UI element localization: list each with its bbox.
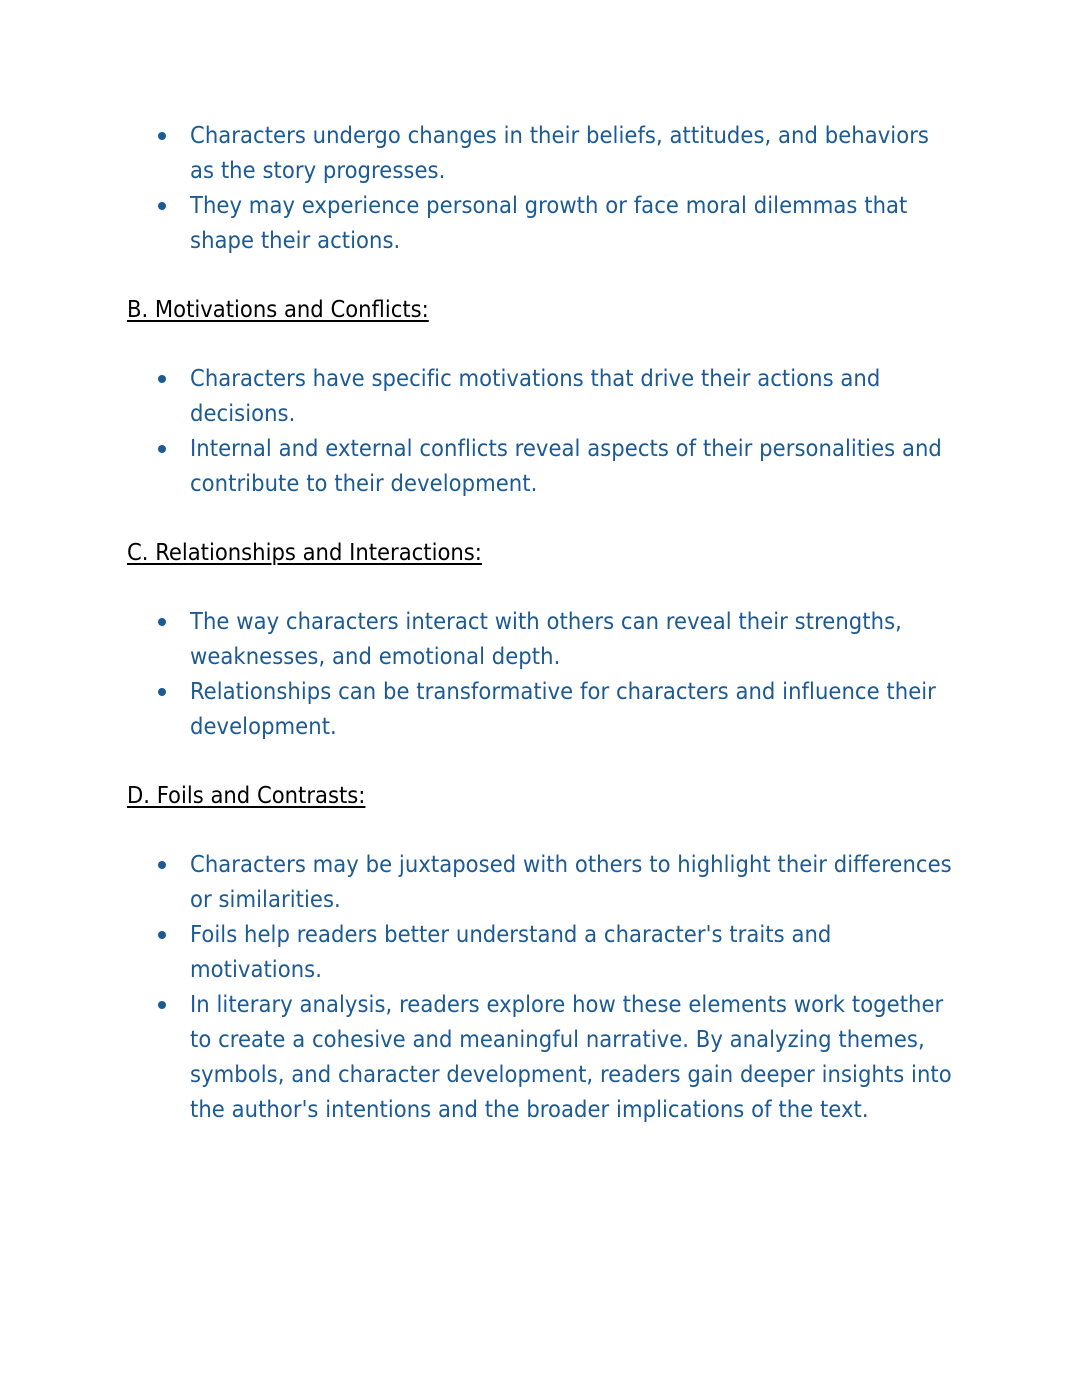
section-heading-c-text: C. Relationships and Interactions:	[127, 538, 482, 566]
spacer	[127, 327, 957, 361]
bullet-dot-icon	[158, 132, 166, 140]
list-item	[127, 118, 957, 188]
intro-bullet-list	[127, 118, 957, 258]
list-item-text: Characters may be juxtaposed with others to highlight their differences or similarities.	[190, 850, 952, 913]
bullet-dot-icon	[158, 1001, 166, 1009]
list-item	[127, 917, 957, 987]
spacer	[127, 570, 957, 604]
list-item-text: Foils help readers better understand a character's traits and motivations.	[190, 920, 832, 983]
section-heading-d	[127, 778, 957, 813]
section-heading-b	[127, 292, 957, 327]
bullet-dot-icon	[158, 861, 166, 869]
list-item	[127, 188, 957, 258]
list-item-text: The way characters interact with others can reveal their strengths, weaknesses, and emotional depth.	[190, 607, 902, 670]
list-item-text: Characters have specific motivations that drive their actions and decisions.	[190, 364, 881, 427]
spacer	[127, 258, 957, 292]
section-heading-b-text: B. Motivations and Conflicts:	[127, 295, 429, 323]
section-c-bullet-list	[127, 604, 957, 744]
section-d-bullet-list	[127, 847, 957, 1127]
list-item	[127, 847, 957, 917]
spacer	[127, 813, 957, 847]
list-item	[127, 674, 957, 744]
section-heading-d-text: D. Foils and Contrasts:	[127, 781, 366, 809]
bullet-dot-icon	[158, 202, 166, 210]
bullet-dot-icon	[158, 375, 166, 383]
list-item-text: Internal and external conflicts reveal aspects of their personalities and contribute to their development.	[190, 434, 942, 497]
list-item-text: Relationships can be transformative for characters and influence their development.	[190, 677, 936, 740]
spacer	[127, 501, 957, 535]
list-item-text: Characters undergo changes in their beliefs, attitudes, and behaviors as the story progresses.	[190, 121, 929, 184]
section-heading-c	[127, 535, 957, 570]
list-item	[127, 431, 957, 501]
section-b-bullet-list	[127, 361, 957, 501]
list-item	[127, 987, 957, 1127]
list-item-text: In literary analysis, readers explore how these elements work together to create a cohesive and meaningful narrative. By analyzing themes, symbols, and character development, readers gain deeper insights into the author's intentions and the broader implications of the text.	[190, 990, 952, 1123]
list-item	[127, 361, 957, 431]
list-item	[127, 604, 957, 674]
list-item-text: They may experience personal growth or face moral dilemmas that shape their actions.	[190, 191, 908, 254]
bullet-dot-icon	[158, 688, 166, 696]
bullet-dot-icon	[158, 931, 166, 939]
spacer	[127, 744, 957, 778]
document-content	[127, 118, 957, 1127]
bullet-dot-icon	[158, 445, 166, 453]
bullet-dot-icon	[158, 618, 166, 626]
